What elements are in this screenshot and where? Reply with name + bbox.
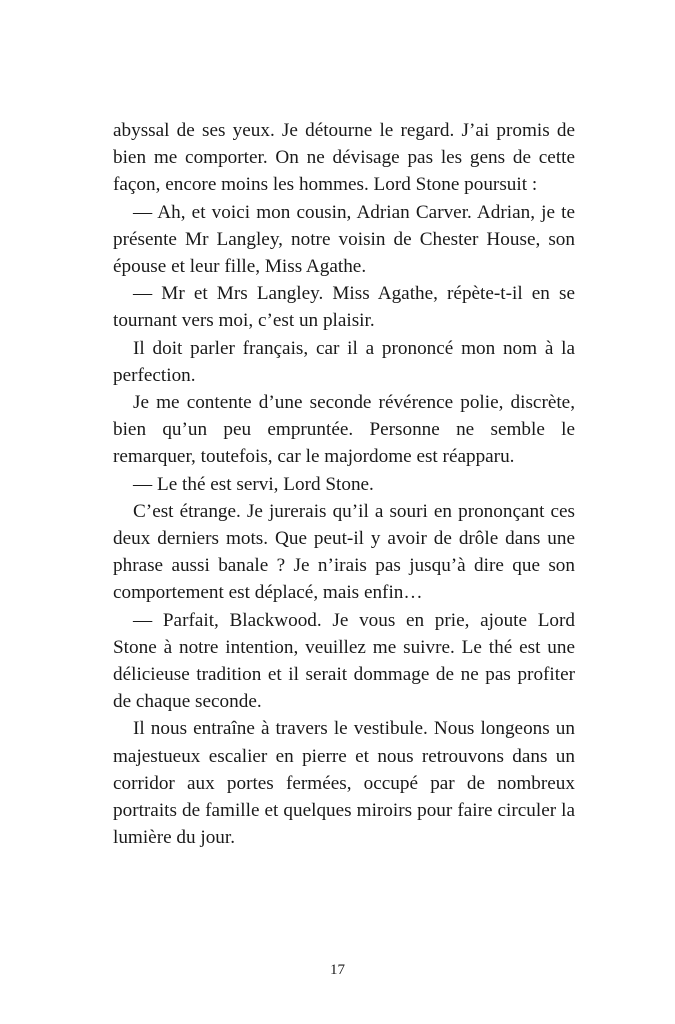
paragraph: Il doit parler français, car il a prononcé mon nom à la perfection. [113, 337, 575, 386]
paragraph: — Le thé est servi, Lord Stone. [133, 473, 374, 495]
paragraph: Il nous entraîne à travers le vestibule. Nous longeons un majestueux escalier en pierre et nous retrouvons dans un corridor aux portes fermées, occupé par de nombreux portraits de famille et quelques miroirs pour faire circuler la lumière du jour. [113, 718, 575, 849]
paragraph: Je me contente d’une seconde révérence polie, discrète, bien qu’un peu empruntée. Personne ne semble le remarquer, toutefois, car le majordome est réapparu. [113, 392, 575, 468]
paragraph: — Mr et Mrs Langley. Miss Agathe, répète-t-il en se tournant vers moi, c’est un plaisir. [113, 283, 575, 332]
page-number: 17 [330, 962, 345, 978]
body-text [113, 117, 575, 851]
paragraph: — Parfait, Blackwood. Je vous en prie, ajoute Lord Stone à notre intention, veuillez me suivre. Le thé est une délicieuse tradition et il serait dommage de ne pas profiter de chaque seconde. [113, 609, 575, 713]
paragraph: — Ah, et voici mon cousin, Adrian Carver. Adrian, je te présente Mr Langley, notre voisin de Chester House, son épouse et leur fille, Miss Agathe. [113, 201, 575, 278]
paragraph: abyssal de ses yeux. Je détourne le regard. J’ai promis de bien me comporter. On ne dévisage pas les gens de cette façon, encore moins les hommes. Lord Stone poursuit : [113, 120, 575, 196]
paragraph: C’est étrange. Je jurerais qu’il a souri en prononçant ces deux derniers mots. Que peut-il y avoir de drôle dans une phrase aussi banale ? Je n’irais pas jusqu’à dire que son comportement est déplacé, mais enfin… [113, 500, 575, 604]
